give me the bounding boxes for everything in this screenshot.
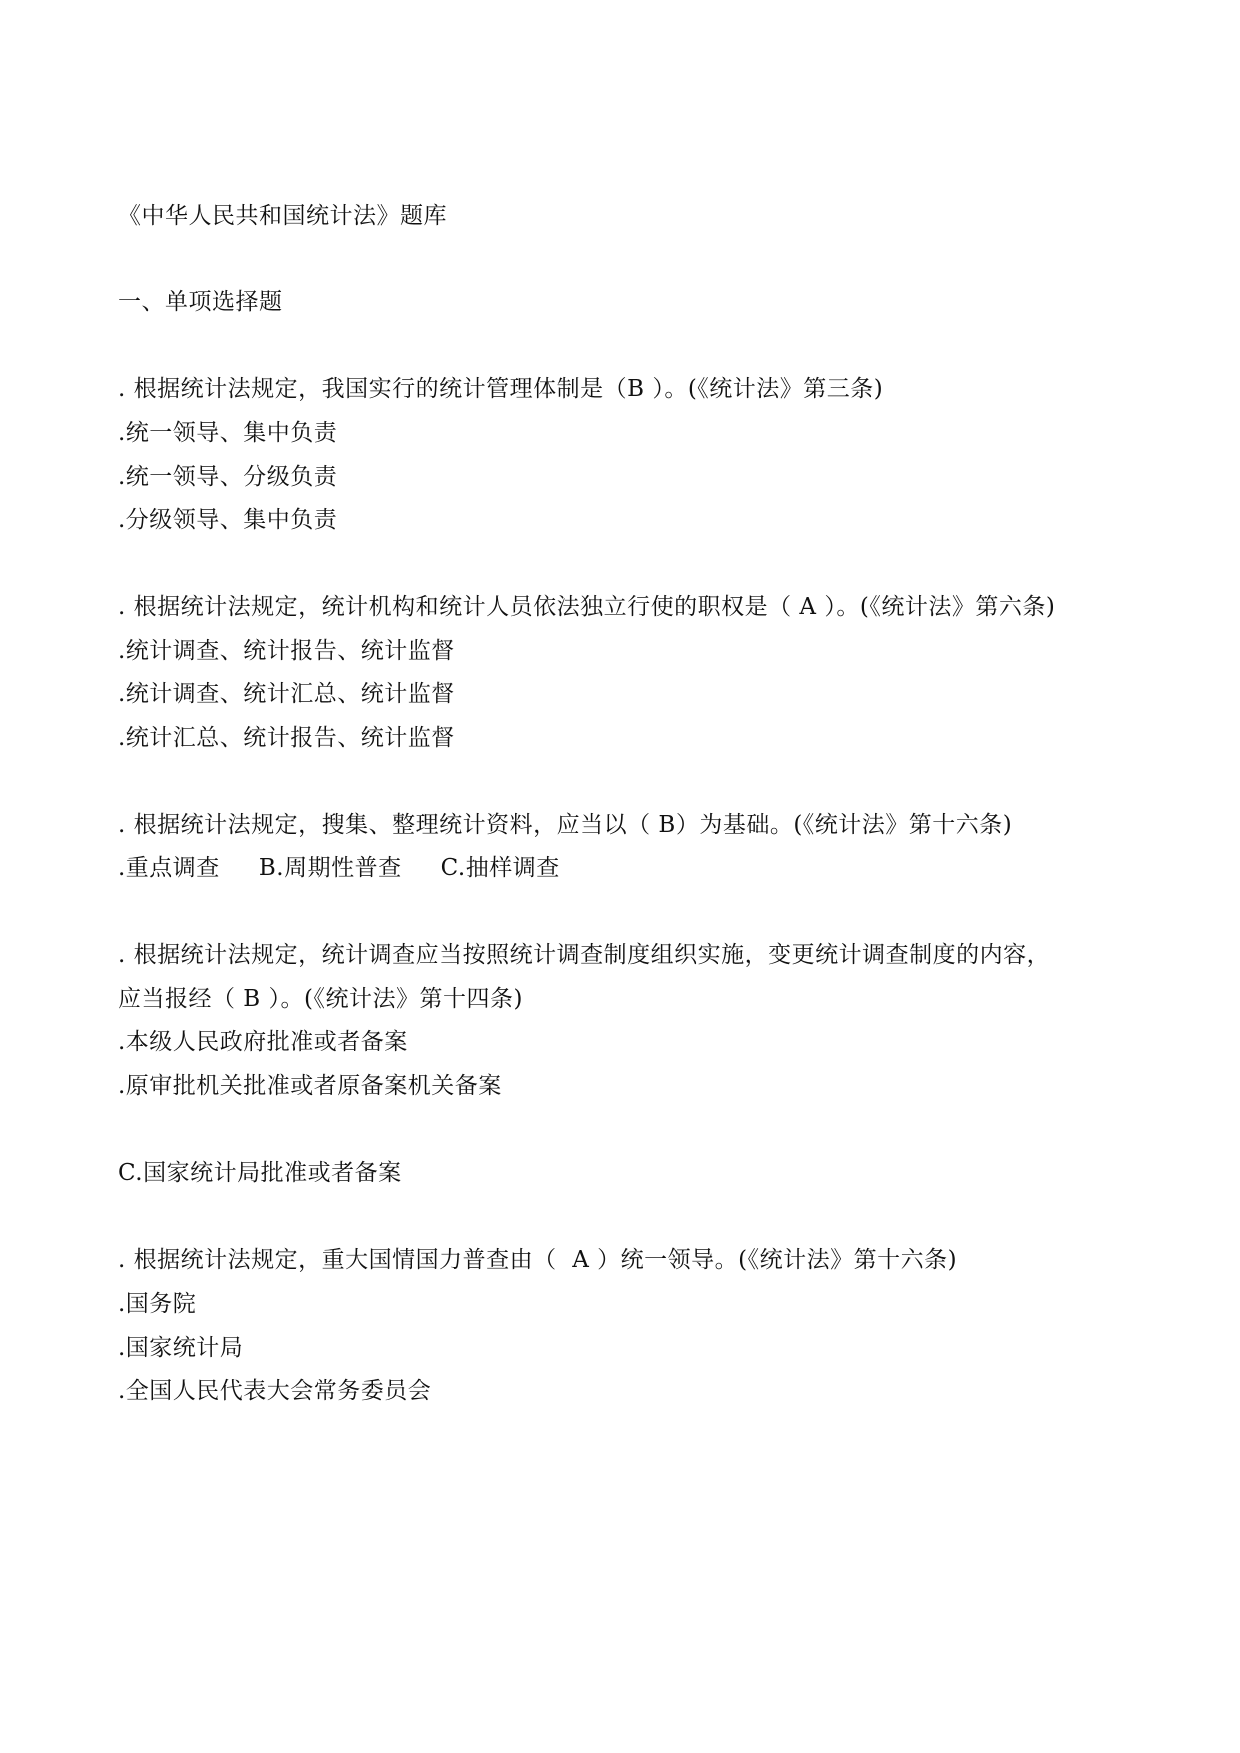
question-1-option-a: .统一领导、集中负责 xyxy=(118,420,338,446)
question-2-option-c: .统计汇总、统计报告、统计监督 xyxy=(118,725,455,751)
question-1-stem: . 根据统计法规定，我国实行的统计管理体制是（B ）。(《统计法》第三条) xyxy=(118,376,884,402)
question-3-options: .重点调查 B.周期性普查 C.抽样调查 xyxy=(118,855,560,881)
question-4-option-b: .原审批机关批准或者原备案机关备案 xyxy=(118,1073,502,1099)
question-2-option-a: .统计调查、统计报告、统计监督 xyxy=(118,638,455,664)
question-1-option-c: .分级领导、集中负责 xyxy=(118,507,338,533)
question-5-option-a: .国务院 xyxy=(118,1291,197,1317)
question-1-option-b: .统一领导、分级负责 xyxy=(118,464,338,490)
section-heading: 一、单项选择题 xyxy=(118,289,283,315)
question-2-option-b: .统计调查、统计汇总、统计监督 xyxy=(118,681,455,707)
question-5-stem: . 根据统计法规定，重大国情国力普查由（ A ）统一领导。(《统计法》第十六条) xyxy=(118,1247,958,1273)
question-4-option-a: .本级人民政府批准或者备案 xyxy=(118,1029,408,1055)
question-4-stem-line2: 应当报经（ B ）。(《统计法》第十四条) xyxy=(118,986,523,1012)
question-3-stem: . 根据统计法规定，搜集、整理统计资料，应当以（ B）为基础。(《统计法》第十六条) xyxy=(118,812,1013,838)
question-4-stem-line1: . 根据统计法规定，统计调查应当按照统计调查制度组织实施，变更统计调查制度的内容， xyxy=(118,942,1051,968)
question-5-option-c: .全国人民代表大会常务委员会 xyxy=(118,1378,432,1404)
question-2-stem: . 根据统计法规定，统计机构和统计人员依法独立行使的职权是（ A ）。(《统计法》第六条) xyxy=(118,594,1056,620)
question-4-option-c: C.国家统计局批准或者备案 xyxy=(118,1160,402,1186)
document-title: 《中华人民共和国统计法》题库 xyxy=(118,203,447,229)
question-5-option-b: .国家统计局 xyxy=(118,1335,244,1361)
